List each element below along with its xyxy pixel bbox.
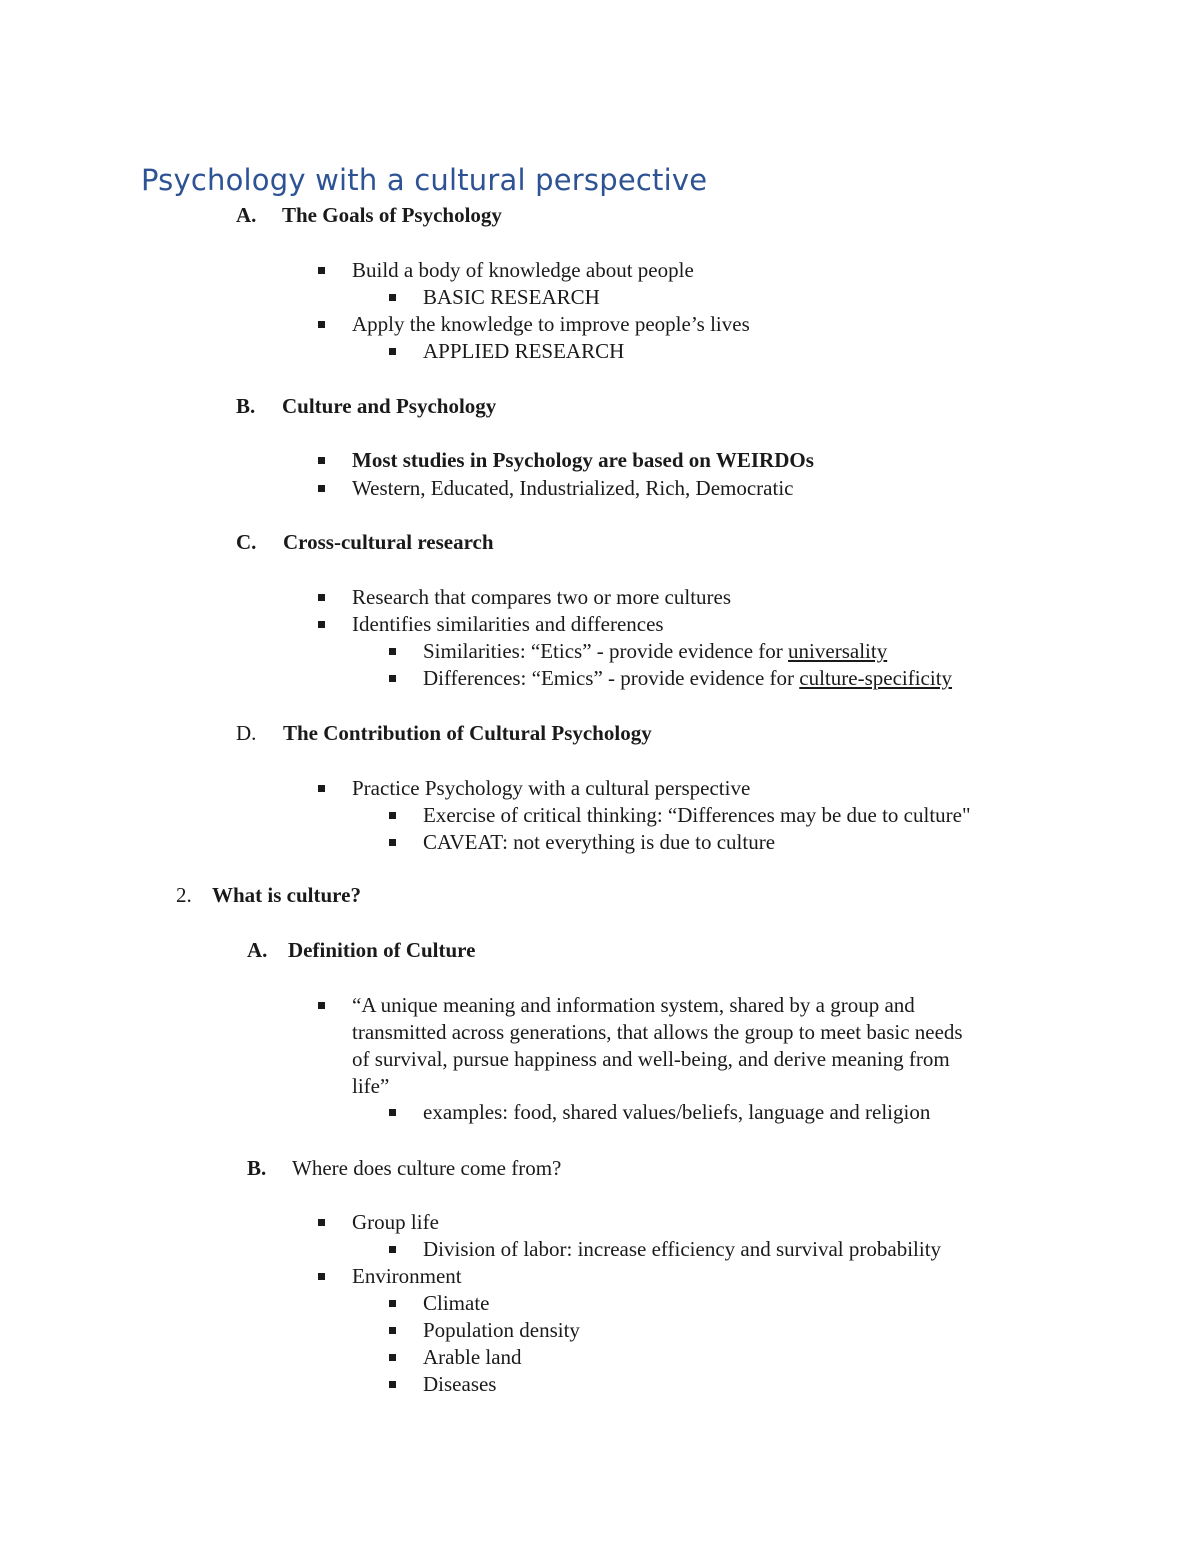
list-item: Research that compares two or more cultures	[352, 585, 732, 609]
list-item: Practice Psychology with a cultural perspective	[352, 776, 751, 800]
bullet-icon	[318, 1219, 325, 1226]
section-heading: Definition of Culture	[288, 938, 476, 962]
bullet-icon	[389, 1246, 396, 1253]
list-item: examples: food, shared values/beliefs, language and religion	[423, 1100, 931, 1124]
quote-line: life”	[352, 1074, 390, 1098]
list-item: Division of labor: increase efficiency and survival probability	[423, 1237, 942, 1261]
list-item: Climate	[423, 1291, 490, 1315]
section-marker: B.	[247, 1156, 267, 1180]
bullet-icon	[389, 1300, 396, 1307]
list-item: CAVEAT: not everything is due to culture	[423, 830, 776, 854]
list-item: Exercise of critical thinking: “Differences may be due to culture"	[423, 803, 971, 827]
list-item: Population density	[423, 1318, 580, 1342]
list-item: Most studies in Psychology are based on WEIRDOs	[352, 448, 814, 472]
bullet-icon	[389, 348, 396, 355]
bullet-icon	[318, 485, 325, 492]
bullet-icon	[318, 1002, 325, 1009]
section-heading: What is culture?	[212, 883, 361, 907]
bullet-icon	[389, 1354, 396, 1361]
list-item: Apply the knowledge to improve people’s lives	[352, 312, 750, 336]
bullet-icon	[389, 1327, 396, 1334]
list-item: Group life	[352, 1210, 439, 1234]
section-heading: The Goals of Psychology	[282, 203, 502, 227]
bullet-icon	[389, 294, 396, 301]
quote-line: “A unique meaning and information system, shared by a group and	[352, 993, 915, 1017]
quote-line: transmitted across generations, that allows the group to meet basic needs	[352, 1020, 963, 1044]
bullet-icon	[318, 1273, 325, 1280]
list-item: Western, Educated, Industrialized, Rich, Democratic	[352, 476, 794, 500]
bullet-icon	[318, 621, 325, 628]
bullet-icon	[318, 594, 325, 601]
section-marker: 2.	[176, 883, 192, 907]
section-marker: A.	[236, 203, 257, 227]
section-heading: Culture and Psychology	[282, 394, 497, 418]
bullet-icon	[389, 1109, 396, 1116]
list-item: APPLIED RESEARCH	[423, 339, 625, 363]
underlined-term: universality	[788, 639, 888, 663]
list-item: Identifies similarities and differences	[352, 612, 664, 636]
section-heading: The Contribution of Cultural Psychology	[283, 721, 652, 745]
bullet-icon	[318, 321, 325, 328]
section-marker: A.	[247, 938, 268, 962]
section-marker: D.	[236, 721, 257, 745]
bullet-icon	[389, 675, 396, 682]
list-item: Environment	[352, 1264, 462, 1288]
list-item: Diseases	[423, 1372, 497, 1396]
section-marker: C.	[236, 530, 257, 554]
section-heading: Cross-cultural research	[283, 530, 494, 554]
list-item: Arable land	[423, 1345, 522, 1369]
list-item-text: Similarities: “Etics” - provide evidence for	[423, 639, 789, 663]
bullet-icon	[318, 267, 325, 274]
underlined-term: culture-specificity	[799, 666, 953, 690]
list-item: BASIC RESEARCH	[423, 285, 600, 309]
bullet-icon	[389, 1381, 396, 1388]
bullet-icon	[318, 457, 325, 464]
bullet-icon	[389, 839, 396, 846]
bullet-icon	[389, 812, 396, 819]
section-marker: B.	[236, 394, 256, 418]
page-title: Psychology with a cultural perspective	[141, 163, 708, 197]
list-item: Build a body of knowledge about people	[352, 258, 694, 282]
bullet-icon	[389, 648, 396, 655]
list-item	[423, 665, 952, 692]
quote-line: of survival, pursue happiness and well-being, and derive meaning from	[352, 1047, 950, 1071]
section-heading: Where does culture come from?	[292, 1156, 562, 1180]
list-item-text: Differences: “Emics” - provide evidence for	[423, 666, 800, 690]
bullet-icon	[318, 785, 325, 792]
list-item	[423, 638, 887, 665]
